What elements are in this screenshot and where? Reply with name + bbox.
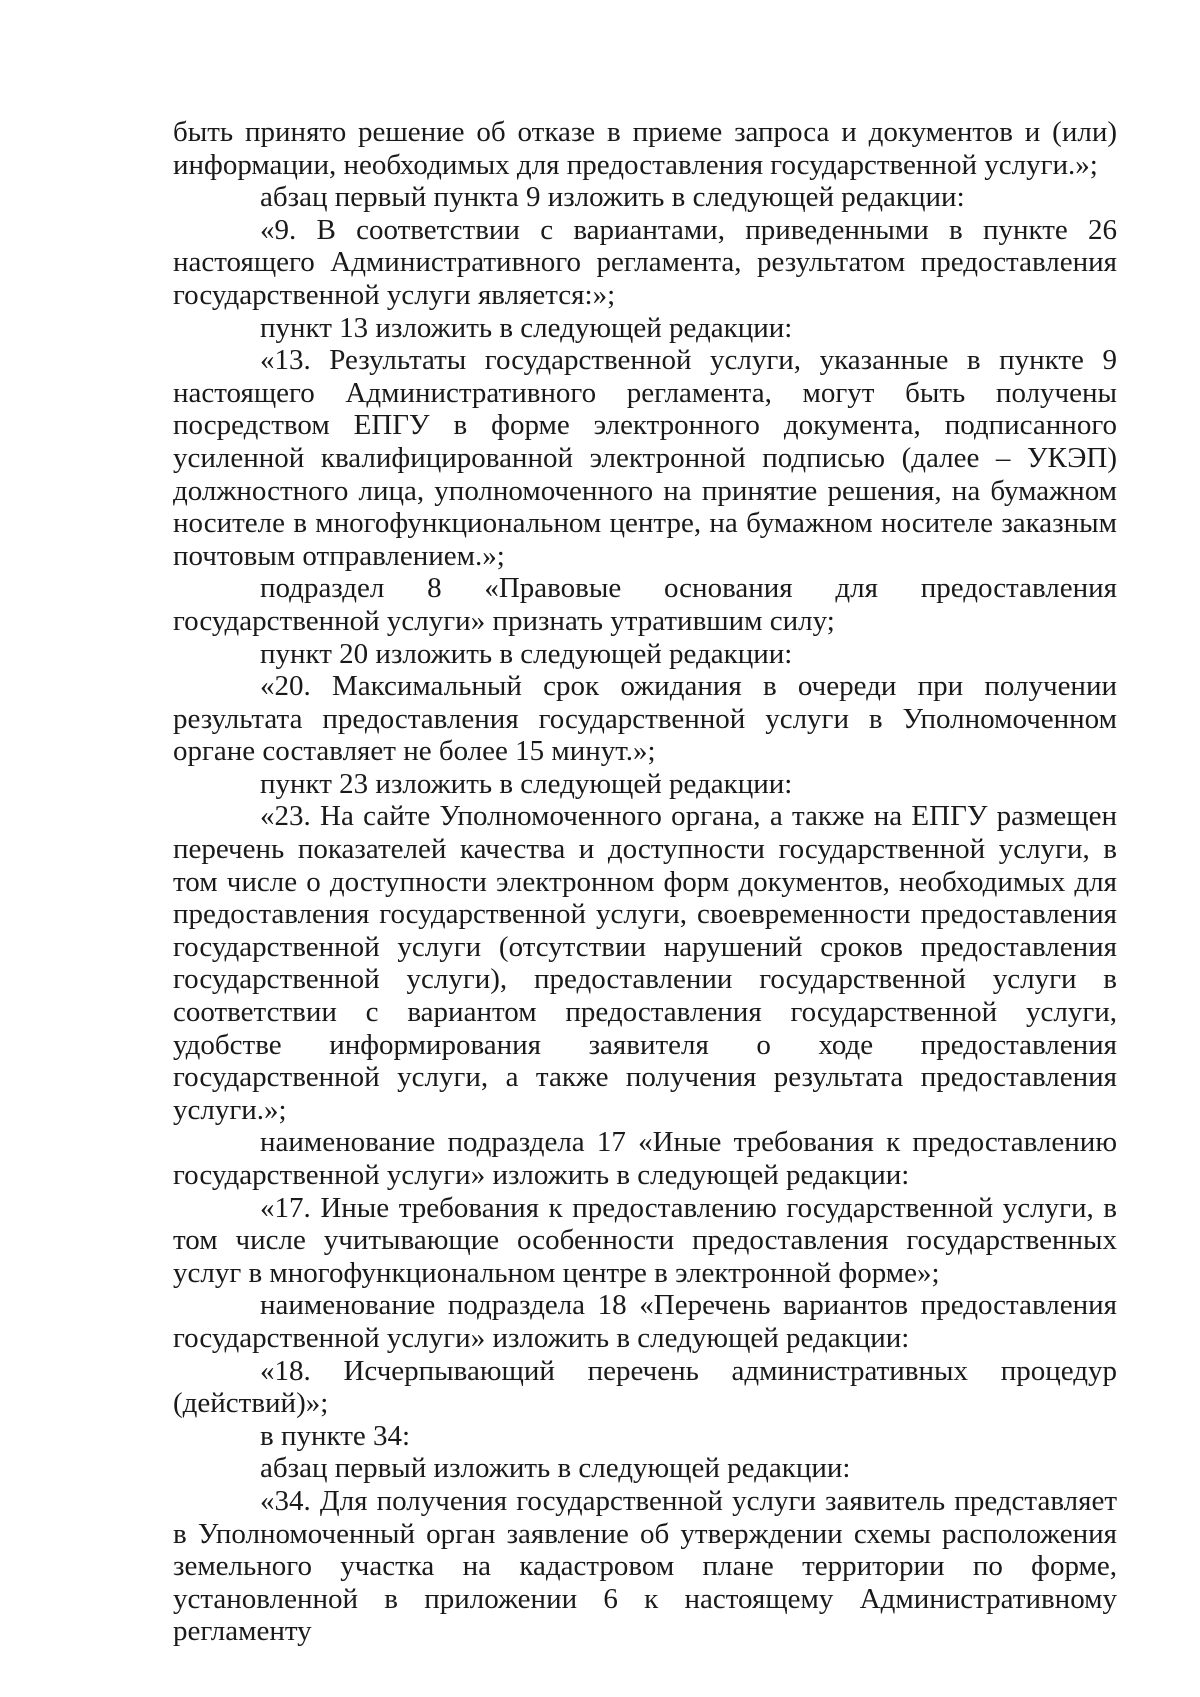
paragraph: «34. Для получения государственной услуги заявитель представляет в Уполномоченный орган заявление об утверждении схемы расположения земельного участка на кадастровом плане территории по форме, установленной в приложении 6 к настоящему Административному регламенту (173, 1484, 1117, 1648)
paragraph: «9. В соответствии с вариантами, приведенными в пункте 26 настоящего Административного регламента, результатом предоставления государственной услуги является:»; (173, 213, 1117, 311)
paragraph: наименование подраздела 17 «Иные требования к предоставлению государственной услуги» изложить в следующей редакции: (173, 1126, 1117, 1191)
paragraph: быть принято решение об отказе в приеме запроса и документов и (или) информации, необходимых для предоставления государственной услуги.»; (173, 116, 1117, 181)
paragraph: подраздел 8 «Правовые основания для предоставления государственной услуги» признать утратившим силу; (173, 572, 1117, 637)
paragraph: наименование подраздела 18 «Перечень вариантов предоставления государственной услуги» изложить в следующей редакции: (173, 1289, 1117, 1354)
paragraph: «18. Исчерпывающий перечень административных процедур (действий)»; (173, 1354, 1117, 1420)
paragraph: «23. На сайте Уполномоченного органа, а также на ЕПГУ размещен перечень показателей качества и доступности государственной услуги, в том числе о доступности электронном форм документов, необходимых для предоставления государственной услуги, своевременности предоставления государственной услуги (отсутствии нарушений сроков предоставления государственной услуги), предоставлении государственной услуги в соответствии с вариантом предоставления государственной услуги, удобстве информирования заявителя о ходе предоставления государственной услуги, а также получения результата предоставления услуги.»; (173, 800, 1117, 1126)
paragraph: абзац первый изложить в следующей редакции: (260, 1452, 851, 1485)
paragraph: пункт 23 изложить в следующей редакции: (260, 767, 793, 800)
paragraph: «13. Результаты государственной услуги, указанные в пункте 9 настоящего Административного регламента, могут быть получены посредством ЕПГУ в форме электронного документа, подписанного усиленной квалифицированной электронной подписью (далее – УКЭП) должностного лица, уполномоченного на принятие решения, на бумажном носителе в многофункциональном центре, на бумажном носителе заказным почтовым отправлением.»; (173, 344, 1117, 572)
paragraph: пункт 13 изложить в следующей редакции: (260, 311, 793, 344)
paragraph: в пункте 34: (260, 1419, 411, 1452)
paragraph: «17. Иные требования к предоставлению государственной услуги, в том числе учитывающие особенности предоставления государственных услуг в многофункциональном центре в электронной форме»; (173, 1191, 1117, 1289)
document-body (173, 116, 1117, 1648)
paragraph: пункт 20 изложить в следующей редакции: (260, 637, 793, 670)
paragraph: абзац первый пункта 9 изложить в следующей редакции: (260, 181, 965, 214)
paragraph: «20. Максимальный срок ожидания в очереди при получении результата предоставления государственной услуги в Уполномоченном органе составляет не более 15 минут.»; (173, 670, 1117, 768)
